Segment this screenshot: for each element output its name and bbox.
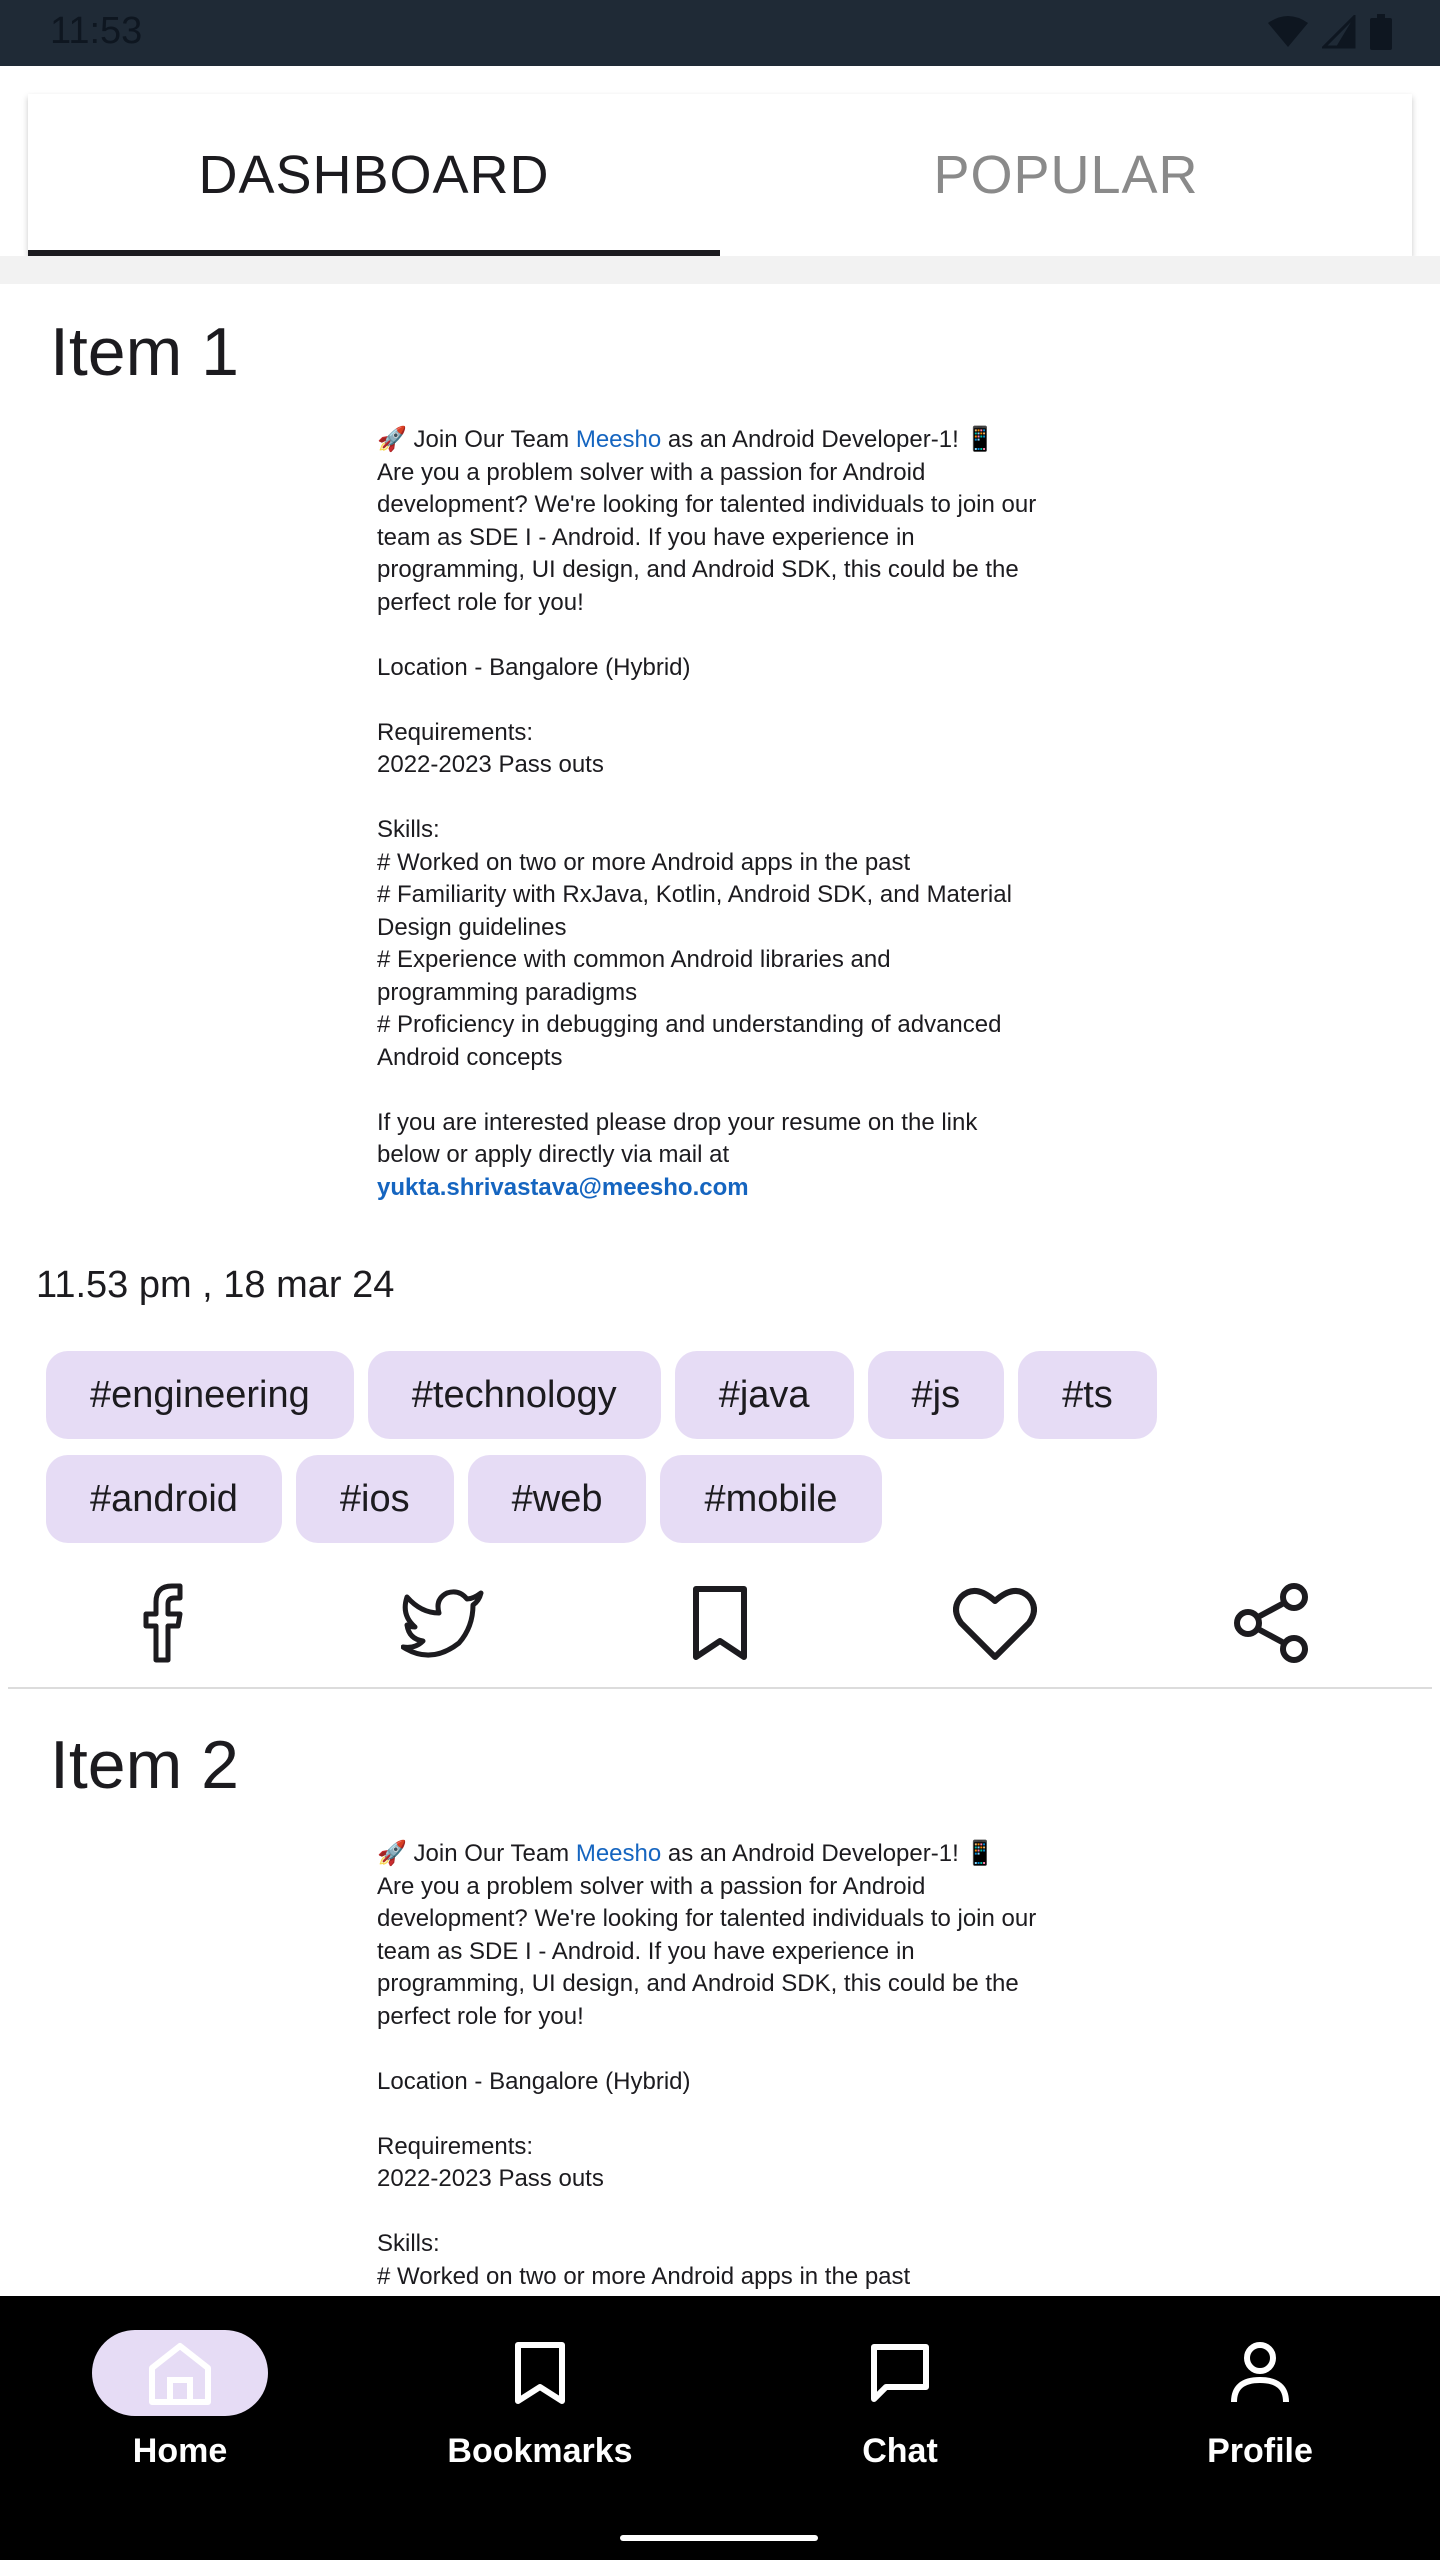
share-icon[interactable] [1226,1578,1316,1668]
tag-chip[interactable]: #technology [368,1351,661,1439]
brand-link[interactable]: Meesho [575,426,662,453]
email-link[interactable]: yukta.shrivastava@meesho.com [377,1173,749,1201]
nav-profile-indicator [1172,2330,1348,2416]
post-timestamp: 11.53 pm , 18 mar 24 [36,1264,395,1306]
chat-icon [868,2341,932,2405]
tag-chip[interactable]: #js [868,1351,1005,1439]
signal-icon [1322,15,1356,49]
tag-chip[interactable]: #engineering [46,1351,354,1439]
twitter-icon[interactable] [398,1578,488,1668]
nav-label: Chat [862,2432,938,2470]
nav-label: Home [132,2432,228,2470]
facebook-icon[interactable] [124,1578,214,1668]
post-intro-prefix: 🚀 Join Our Team [377,426,576,453]
item-title: Item 1 [50,314,239,390]
brand-link[interactable]: Meesho [575,1840,662,1867]
tag-chip[interactable]: #android [46,1455,282,1543]
profile-icon [1230,2340,1290,2406]
tag-chip[interactable]: #web [468,1455,647,1543]
system-icons [1268,14,1392,50]
item-title: Item 2 [50,1727,239,1803]
item-divider [8,1687,1432,1689]
nav-chat-indicator [812,2330,988,2416]
top-tab-bar [28,94,1412,256]
share-actions [0,1578,1440,1668]
tab-dashboard[interactable]: DASHBOARD [28,94,720,256]
bottom-navigation [0,2296,1440,2560]
battery-icon [1370,14,1392,50]
post-text [377,424,1097,1204]
bookmark-icon [514,2341,566,2405]
tag-chip[interactable]: #ios [296,1455,454,1543]
post-text [377,1838,1097,2293]
tag-chip[interactable]: #ts [1018,1351,1157,1439]
nav-home-indicator [92,2330,268,2416]
bookmark-icon[interactable] [675,1578,765,1668]
post-body: Are you a problem solver with a passion for Android development? We're looking for talented individuals to join our team as SDE I - Android. If you have experience in programming, UI design, and Android SDK, this could be the perfect role for you! Location - Bangalore (Hybrid) Requirements: 2022-2023 Pass outs Skills: # Worked on two or more Android apps in the past # Familiarity with RxJava, Kotlin, Android SDK, and Material Design guidelines # Experience with common Android libraries and programming paradigms # Proficiency in debugging and understanding of advanced Android concepts If you are interested please drop your resume on the link below or apply directly via mail at [377,458,1037,1168]
nav-label: Profile [1207,2432,1313,2470]
gesture-bar[interactable] [620,2535,818,2541]
nav-label: Bookmarks [447,2432,633,2470]
home-icon [148,2340,212,2406]
post-intro-suffix: as an Android Developer-1! 📱 [661,1840,996,1867]
tab-separator [0,256,1440,284]
nav-chat[interactable] [720,2330,1080,2471]
nav-bookmarks-indicator [452,2330,628,2416]
nav-bookmarks[interactable] [360,2330,720,2471]
nav-home[interactable] [0,2330,360,2471]
status-time: 11:53 [50,10,143,52]
post-intro-suffix: as an Android Developer-1! 📱 [661,426,996,453]
post-body: Are you a problem solver with a passion for Android development? We're looking for talented individuals to join our team as SDE I - Android. If you have experience in programming, UI design, and Android SDK, this could be the perfect role for you! Location - Bangalore (Hybrid) Requirements: 2022-2023 Pass outs Skills: # Worked on two or more Android apps in the past [377,1872,1037,2290]
post-intro-prefix: 🚀 Join Our Team [377,1840,576,1867]
nav-profile[interactable] [1080,2330,1440,2471]
tab-popular[interactable]: POPULAR [933,145,1199,205]
tag-chips [46,1351,1406,1559]
heart-icon[interactable] [950,1578,1040,1668]
wifi-icon [1268,15,1308,49]
tag-chip[interactable]: #java [675,1351,854,1439]
tag-chip[interactable]: #mobile [660,1455,881,1543]
status-bar [0,0,1440,66]
